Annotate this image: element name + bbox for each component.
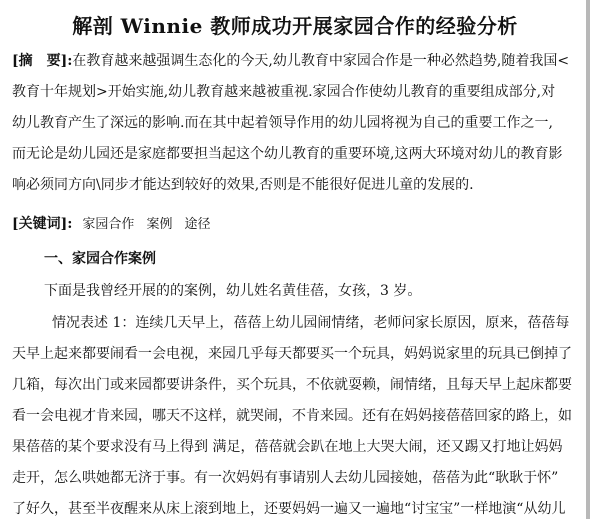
case-line-4: 看一会电视才肯来园，哪天不这样，就哭闹，不肯来园。还有在妈妈接蓓蓓回家的路上，如: [12, 408, 572, 424]
case-intro: 下面是我曾经开展的的案例，幼儿姓名黄佳蓓，女孩，3 岁。: [44, 283, 422, 299]
abstract-line-2: 教育十年规划>开始实施,幼儿教育越来越被重视.家园合作使幼儿教育的重要组成部分,对: [12, 84, 556, 100]
case-line-5: 果蓓蓓的某个要求没有马上得到 满足，蓓蓓就会趴在地上大哭大闹，还又踢又打地让妈妈: [12, 439, 563, 455]
case-line-3: 几箱，每次出门或来园都要讲条件，买个玩具，不依就耍赖，闹情绪，且每天早上起床都要: [12, 377, 572, 393]
keywords-label: [关键词]:: [12, 216, 73, 232]
keywords-line: [12, 215, 210, 234]
abstract-line-4: 而无论是幼儿园还是家庭都要担当起这个幼儿教育的重要环境,这两大环境对幼儿的教育影: [12, 146, 563, 162]
case-line-1: 情况表述 1：连续几天早上，蓓蓓上幼儿园闹情绪，老师问家长原因，原来，蓓蓓每: [52, 315, 570, 331]
page-edge-divider: [586, 0, 590, 519]
case-line-2: 天早上起来都要闹看一会电视，来园几乎每天都要买一个玩具，妈妈说家里的玩具已倒掉了: [12, 346, 572, 362]
case-line-6: 走开，怎么哄她都无济于事。有一次妈妈有事请别人去幼儿园接她，蓓蓓为此“耿耿于怀”: [12, 470, 559, 486]
keyword-3: 途径: [184, 217, 211, 232]
abstract-label: [摘 要]:: [12, 53, 73, 69]
abstract-line-3: 幼儿教育产生了深远的影响.而在其中起着领导作用的幼儿园将视为自己的重要工作之一,: [12, 115, 553, 131]
abstract-text-1: 在教育越来越强调生态化的今天,幼儿教育中家园合作是一种必然趋势,随着我国<: [72, 53, 570, 69]
keyword-1: 家园合作: [82, 217, 135, 232]
document-title: 解剖 Winnie 教师成功开展家园合作的经验分析: [72, 14, 518, 38]
abstract-line-5: 响必须同方向\同步才能达到较好的效果,否则是不能很好促进儿童的发展的.: [12, 177, 474, 193]
section-heading: 一、家园合作案例: [44, 251, 156, 267]
keyword-2: 案例: [146, 217, 173, 232]
case-line-7: 了好久，甚至半夜醒来从床上滚到地上，还要妈妈一遍又一遍地“讨宝宝”一样地演“从幼儿: [12, 501, 566, 517]
abstract-line-1: [12, 52, 569, 70]
